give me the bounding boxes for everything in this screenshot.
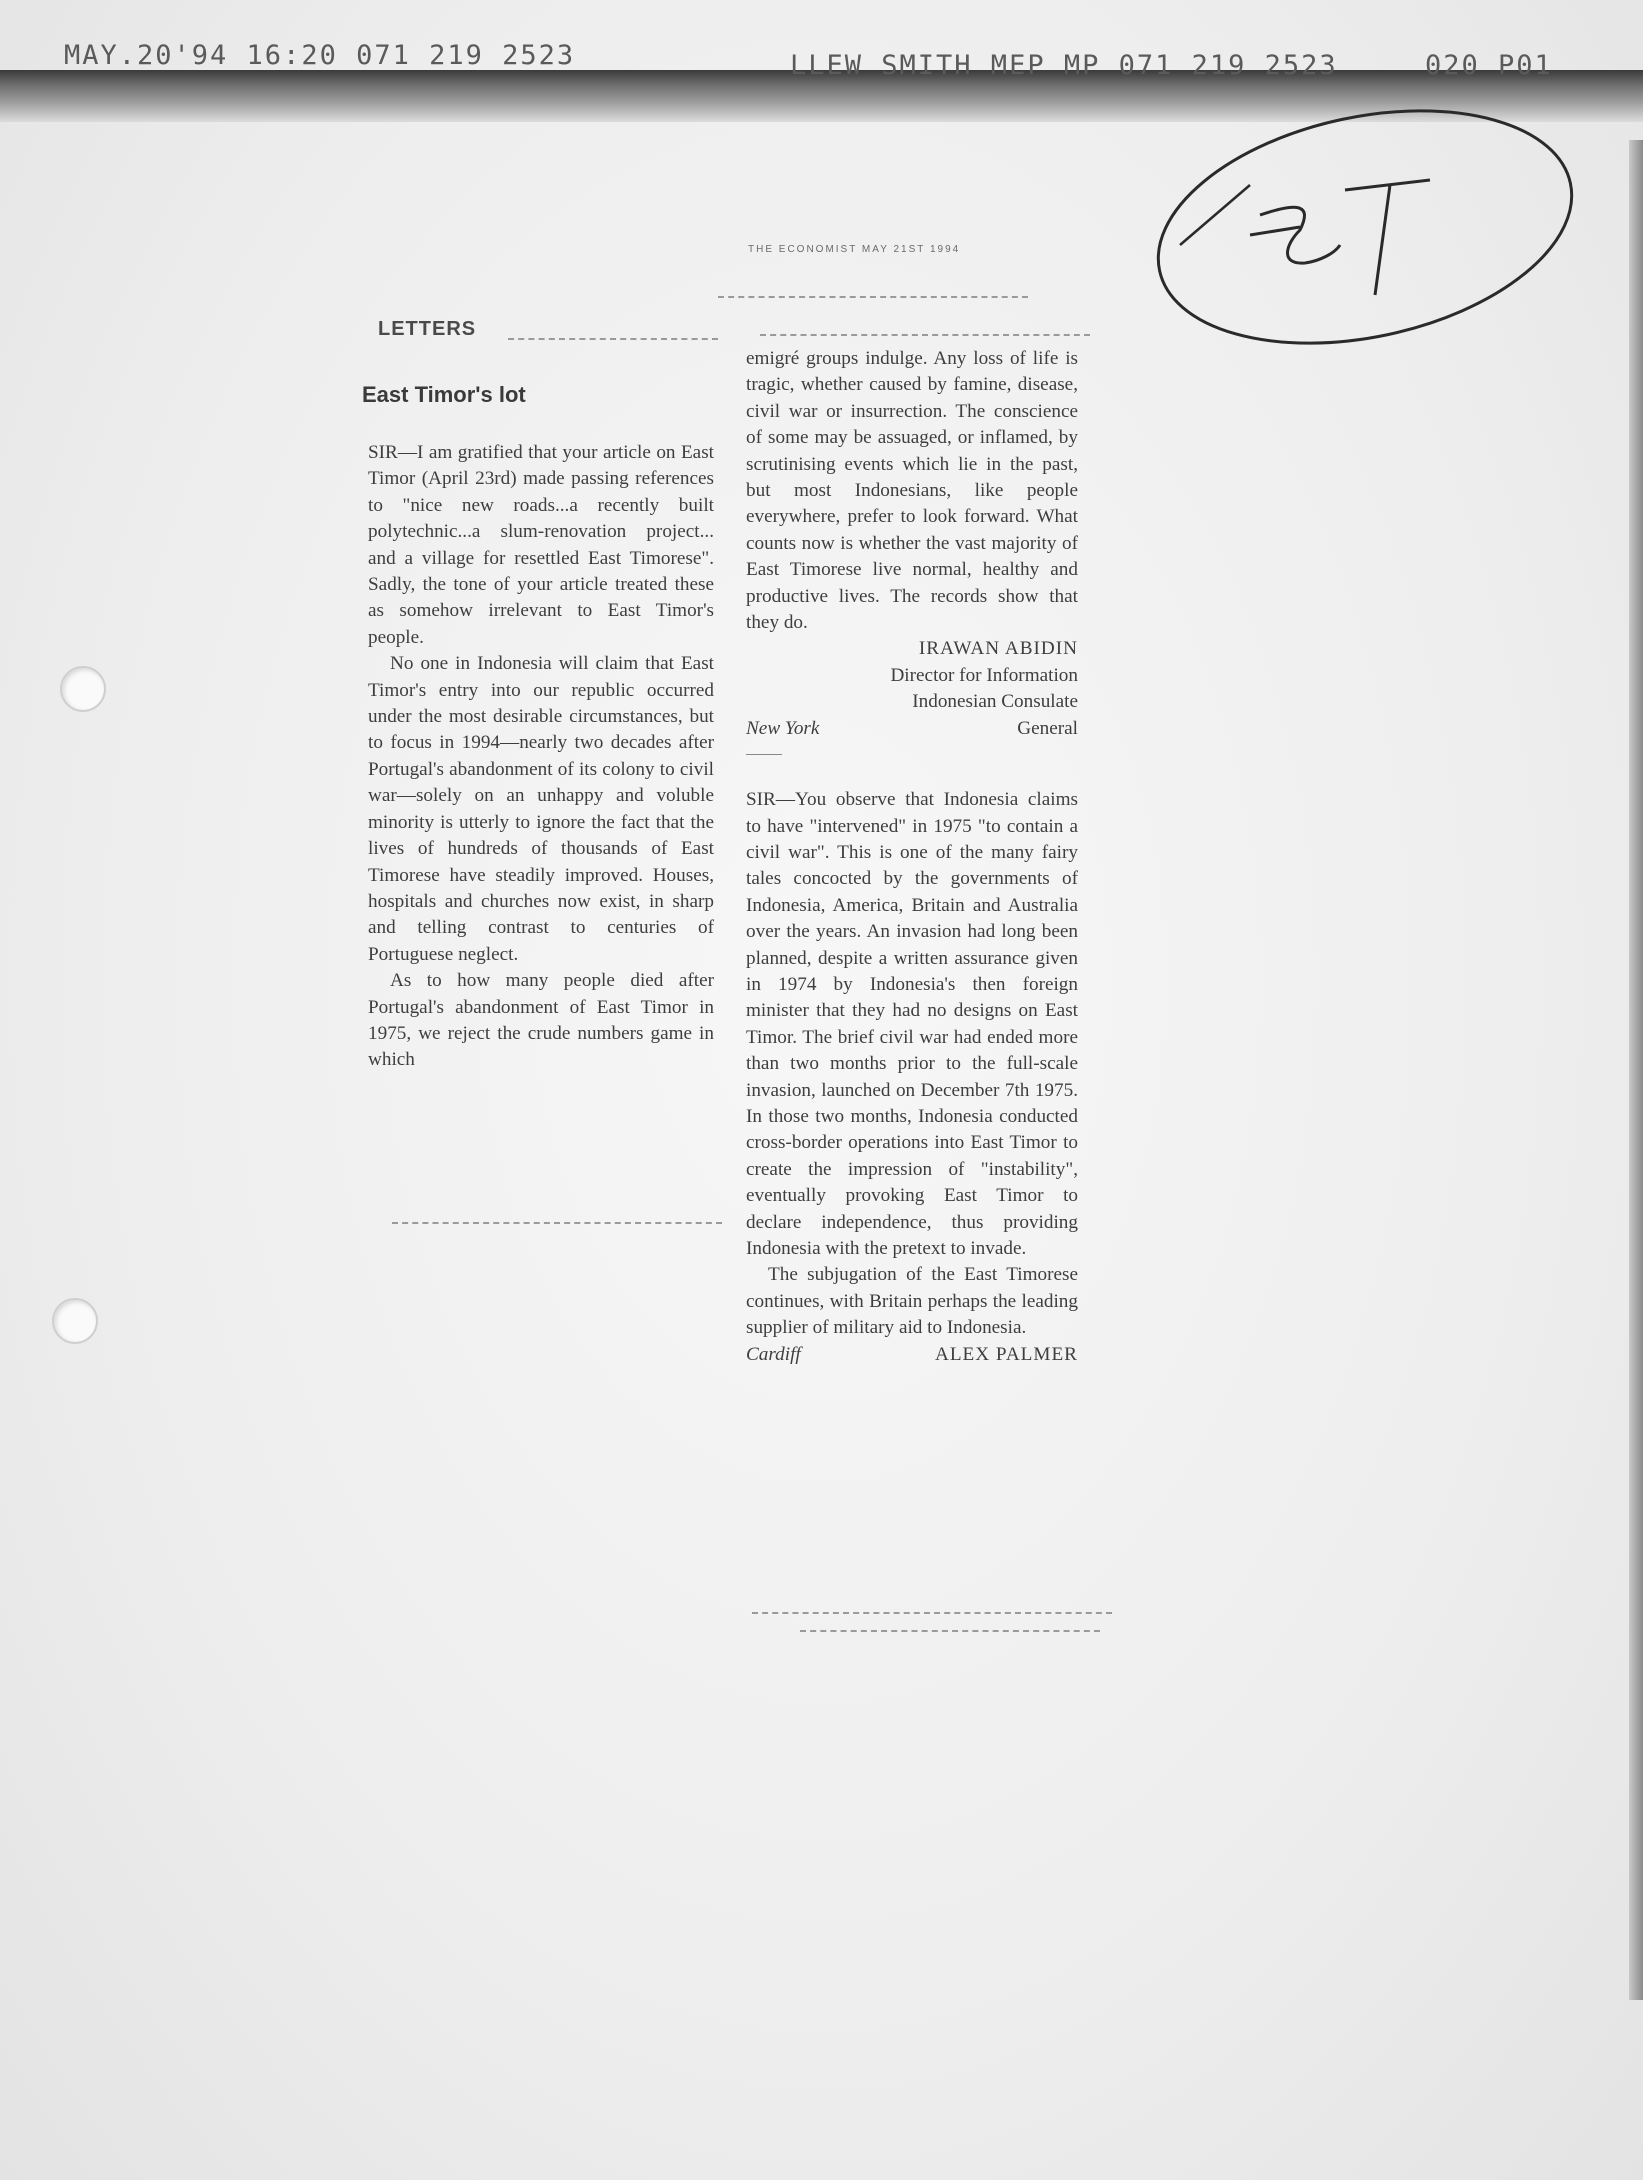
dashed-rule: [752, 1612, 1112, 1614]
scan-edge-shadow: [1629, 140, 1643, 2000]
signature-title: General: [1017, 717, 1078, 739]
signature-title: Director for Information: [890, 664, 1078, 686]
letter-paragraph: SIR—I am gratified that your article on East Timor (April 23rd) made passing references to "nice new roads...a recently built polytechnic...a slum-renovation project... and a village for resettled East Timorese". Sadly, the tone of your article treated these as somehow irrelevant to East Timor's people.: [368, 442, 714, 648]
signature-row: [746, 1342, 1078, 1368]
punch-hole: [60, 666, 106, 712]
signature-title: Indonesian Consulate: [912, 691, 1078, 713]
dashed-rule: [392, 1222, 722, 1224]
letter-column-right: [746, 346, 1078, 1368]
letter-column-left: [368, 440, 714, 1074]
handwritten-et-annotation: [1140, 95, 1580, 355]
fax-header-sender: MAY.20'94 16:20 071 219 2523: [64, 40, 576, 71]
section-title: LETTERS: [378, 318, 477, 340]
signature-city: New York: [746, 717, 820, 739]
signature-name: ALEX PALMER: [934, 1343, 1078, 1365]
letter-paragraph: SIR—You observe that Indonesia claims to have "intervened" in 1975 "to contain a civil war". This is one of the many fairy tales concocted by the governments of Indonesia, America, Britain and Australia over the years. An invasion had long been planned, despite a written assurance given in 1974 by Indonesia's then foreign minister that they had no designs on East Timor. The brief civil war had ended more than two months prior to the full-scale invasion, launched on December 7th 1975. In those two months, Indonesia conducted cross-border operations into East Timor to create the impression of "instability", eventually provoking East Timor to declare independence, thus providing Indonesia with the pretext to invade.: [746, 789, 1078, 1259]
article-headline: East Timor's lot: [362, 382, 526, 407]
signature-city: Cardiff: [746, 1343, 801, 1365]
dashed-rule: [508, 338, 718, 340]
letter-paragraph: The subjugation of the East Timorese continues, with Britain perhaps the leading supplier of military aid to Indonesia.: [746, 1264, 1078, 1339]
fax-header: [0, 38, 1643, 81]
annotation-circle: [1140, 95, 1580, 355]
dashed-rule: [800, 1630, 1100, 1632]
publication-masthead: THE ECONOMIST MAY 21ST 1994: [748, 244, 961, 255]
signature-row: [746, 716, 1078, 742]
dashed-rule: [760, 334, 1090, 336]
letter-paragraph: emigré groups indulge. Any loss of life is tragic, whether caused by famine, disease, civil war or insurrection. The conscience of some may be assuaged, or inflamed, by scrutinising events which lie in the past, but most Indonesians, like people everywhere, prefer to look forward. What counts now is whether the vast majority of East Timorese live normal, healthy and productive lives. The records show that they do.: [746, 348, 1078, 634]
signature-name: IRAWAN ABIDIN: [918, 638, 1078, 660]
fax-header-recipient: LLEW SMITH MEP MP 071 219 2523: [790, 50, 1338, 81]
dashed-rule: [718, 296, 1028, 298]
letter-paragraph: No one in Indonesia will claim that East Timor's entry into our republic occurred under the most desirable circumstances, but to focus in 1994—nearly two decades after Portugal's abandonment of its colony to civil war—solely on an unhappy and voluble minority is utterly to ignore the fact that the lives of hundreds of thousands of East Timorese have steadily improved. Houses, hospitals and churches now exist, in sharp and telling contrast to centuries of Portuguese neglect.: [368, 653, 714, 965]
punch-hole: [52, 1298, 98, 1344]
letter-paragraph: As to how many people died after Portugal's abandonment of East Timor in 1975, we reject the crude numbers game in which: [368, 970, 714, 1071]
fax-header-page-number: 020 P01: [1425, 50, 1553, 81]
letter-divider: [746, 754, 782, 755]
